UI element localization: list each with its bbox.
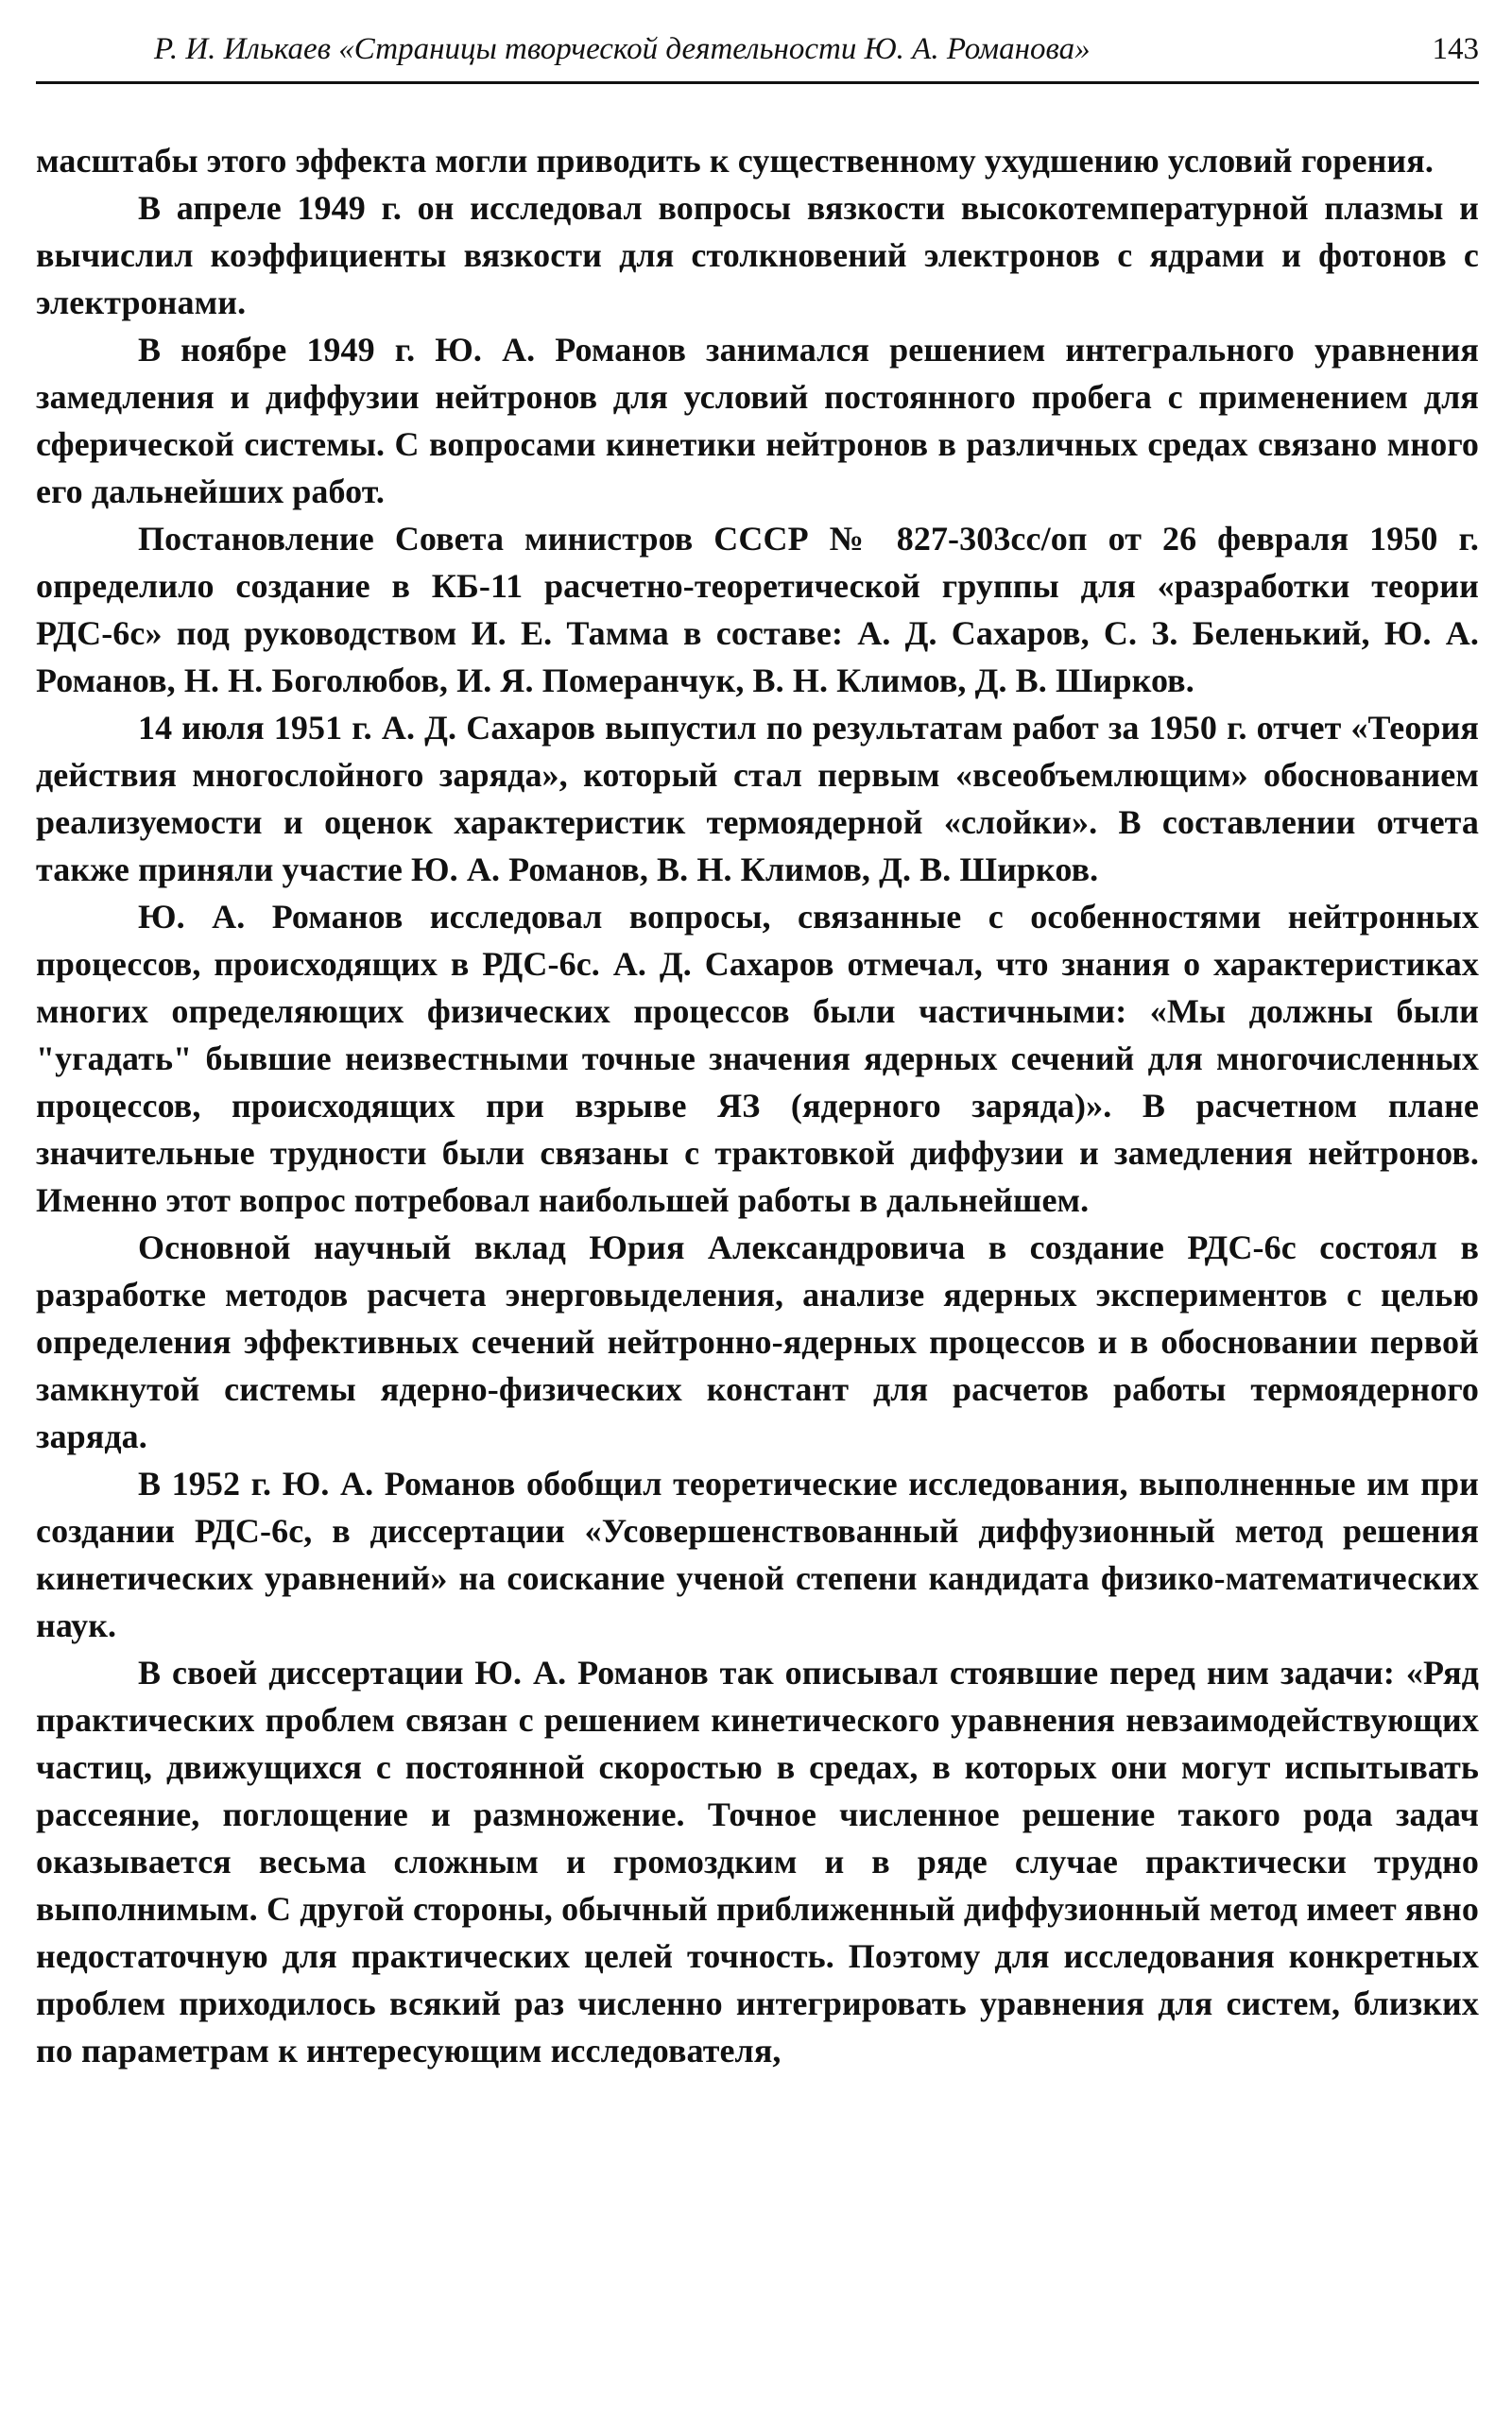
- paragraph-3: В ноябре 1949 г. Ю. А. Романов занимался решением интегрального уравнения замедления и диффузии нейтронов для условий постоянного пробега с применением для сферической системы. С вопросами кинетики нейтронов в различных средах связано много его дальнейших работ.: [36, 331, 1479, 510]
- paragraph-9: В своей диссертации Ю. А. Романов так описывал стоявшие перед ним задачи: «Ряд практических проблем связан с решением кинетического уравнения невзаимодействующих частиц, движущихся с постоянной скоростью в средах, в которых они могут испытывать рассеяние, поглощение и размножение. Точное численное решение такого рода задач оказывается весьма сложным и громоздким и в ряде случае практически трудно выполнимым. С другой стороны, обычный приближенный диффузионный метод имеет явно недостаточную для практических целей точность. Поэтому для исследования конкретных проблем приходилось всякий раз численно интегрировать уравнения для систем, близких по параметрам к интересующим исследователя,: [36, 1654, 1479, 2070]
- paragraph-6: Ю. А. Романов исследовал вопросы, связанные с особенностями нейтронных процессов, происходящих в РДС-6с. А. Д. Сахаров отмечал, что знания о характеристиках многих определяющих физических процессов были частичными: «Мы должны были "угадать" бывшие неизвестными точные значения ядерных сечений для многочисленных процессов, происходящих при взрыве ЯЗ (ядерного заряда)». В расчетном плане значительные трудности были связаны с трактовкой диффузии и замедления нейтронов. Именно этот вопрос потребовал наибольшей работы в дальнейшем.: [36, 898, 1479, 1219]
- paragraph-1: масштабы этого эффекта могли приводить к существенному ухудшению условий горения.: [36, 142, 1434, 180]
- page-number: 143: [1432, 32, 1479, 66]
- body-text: [36, 137, 1479, 2074]
- running-title: Р. И. Илькаев «Страницы творческой деятельности Ю. А. Романова»: [154, 32, 1091, 66]
- book-page: [36, 0, 1479, 2422]
- paragraph-5: 14 июля 1951 г. А. Д. Сахаров выпустил по результатам работ за 1950 г. отчет «Теория действия многослойного заряда», который стал первым «всеобъемлющим» обоснованием реализуемости и оценок характеристик термоядерной «слойки». В составлении отчета также приняли участие Ю. А. Романов, В. Н. Климов, Д. В. Ширков.: [36, 709, 1479, 888]
- paragraph-7: Основной научный вклад Юрия Александровича в создание РДС-6с состоял в разработке методов расчета энерговыделения, анализе ядерных экспериментов с целью определения эффективных сечений нейтронно-ядерных процессов и в обосновании первой замкнутой системы ядерно-физических констант для расчетов работы термоядерного заряда.: [36, 1228, 1479, 1455]
- paragraph-4: Постановление Совета министров СССР № 827-303сс/оп от 26 февраля 1950 г. определило создание в КБ-11 расчетно-теоретической группы для «разработки теории РДС-6с» под руководством И. Е. Тамма в составе: А. Д. Сахаров, С. З. Беленький, Ю. А. Романов, Н. Н. Боголюбов, И. Я. Померанчук, В. Н. Климов, Д. В. Ширков.: [36, 520, 1479, 699]
- paragraph-2: В апреле 1949 г. он исследовал вопросы вязкости высокотемпературной плазмы и вычислил коэффициенты вязкости для столкновений электронов с ядрами и фотонов с электронами.: [36, 189, 1479, 321]
- paragraph-8: В 1952 г. Ю. А. Романов обобщил теоретические исследования, выполненные им при создании РДС-6с, в диссертации «Усовершенствованный диффузионный метод решения кинетических уравнений» на соискание ученой степени кандидата физико-математических наук.: [36, 1465, 1479, 1644]
- header-rule: [36, 81, 1479, 84]
- running-header: [36, 21, 1479, 77]
